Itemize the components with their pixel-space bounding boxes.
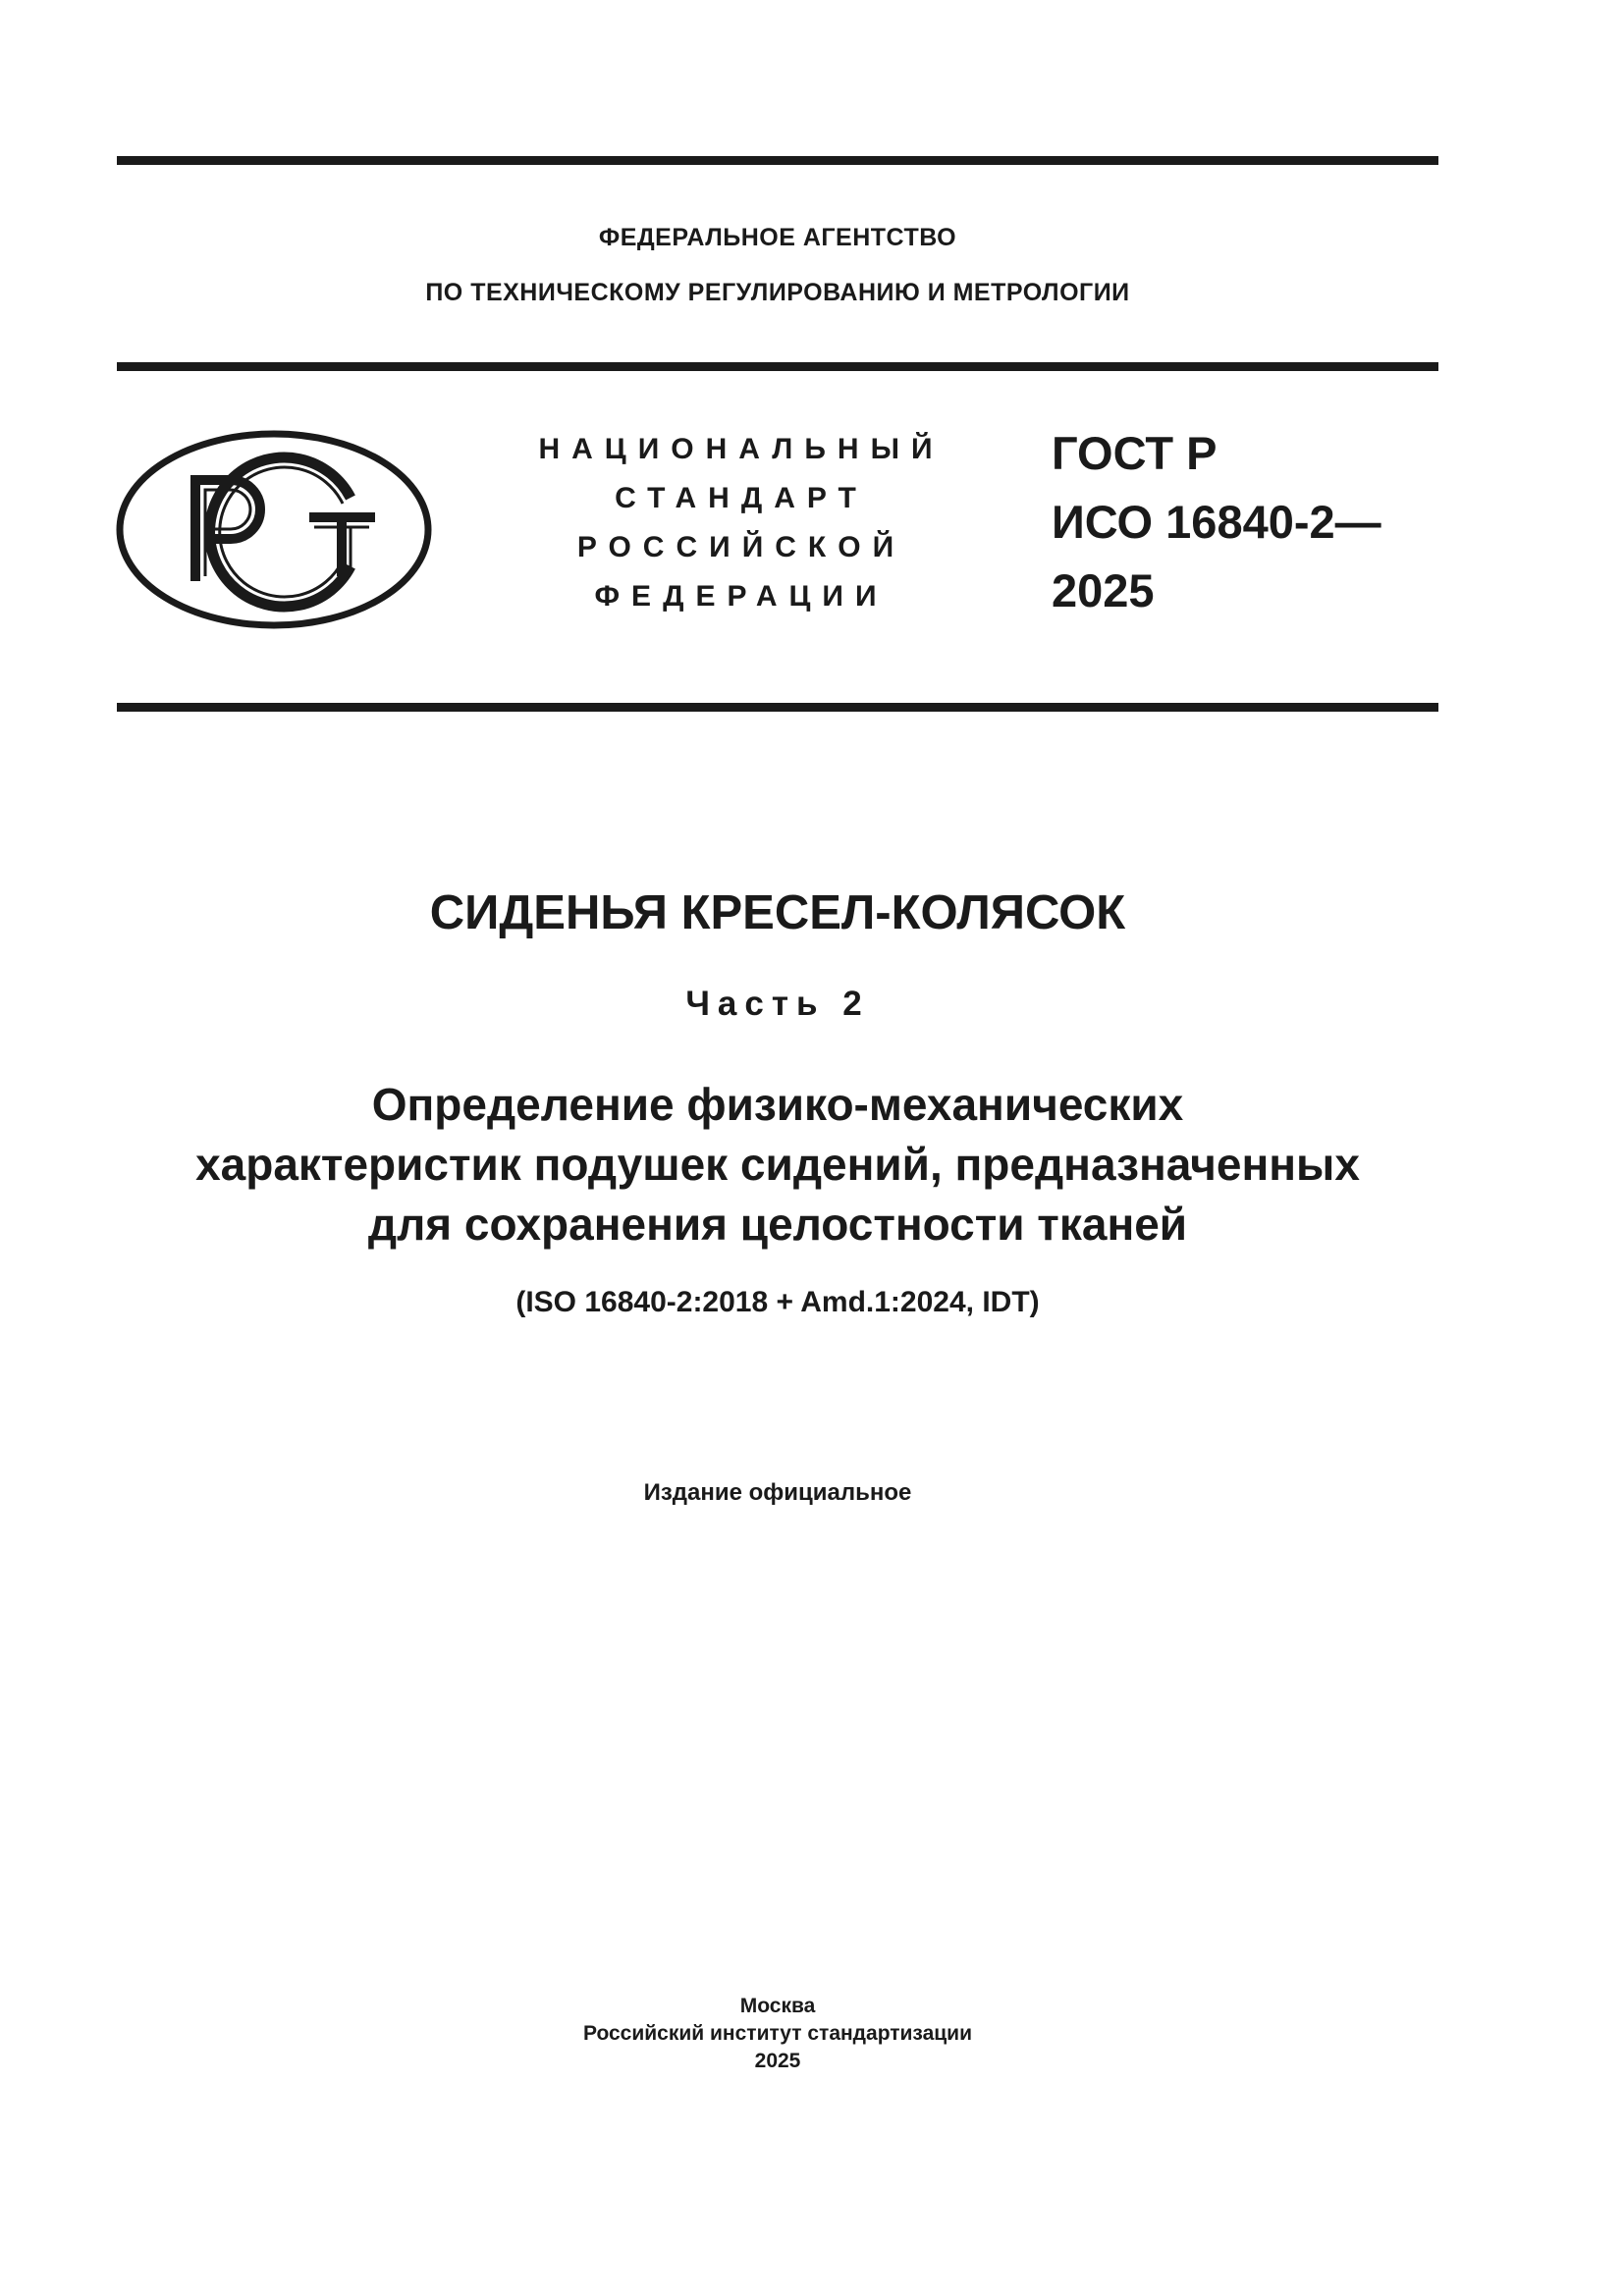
imprint [117, 1993, 1438, 2075]
document-subtitle [117, 1075, 1438, 1255]
imprint-publisher: Российский институт стандартизации [582, 2022, 973, 2045]
rst-logo-icon [115, 429, 433, 630]
standard-designation [1052, 419, 1405, 625]
part-label: Часть 2 [685, 985, 870, 1023]
designation-line-3: 2025 [1052, 564, 1155, 616]
national-standard-label [525, 425, 957, 621]
designation-line-2: ИСО 16840-2— [1052, 496, 1381, 548]
agency-line-1: ФЕДЕРАЛЬНОЕ АГЕНТСТВО [598, 224, 957, 251]
iso-reference: (ISO 16840-2:2018 + Amd.1:2024, IDT) [515, 1286, 1040, 1318]
national-standard-line-2: СТАНДАРТ [615, 482, 868, 514]
national-standard-line-4: ФЕДЕРАЦИИ [594, 580, 889, 613]
national-standard-line-1: НАЦИОНАЛЬНЫЙ [538, 433, 945, 465]
designation-line-1: ГОСТ Р [1052, 427, 1218, 479]
subtitle-line-2: характеристик подушек сидений, предназначенных [195, 1139, 1360, 1190]
national-standard-line-3: РОССИЙСКОЙ [576, 531, 906, 563]
subtitle-line-1: Определение физико-механических [371, 1079, 1184, 1130]
imprint-year: 2025 [754, 2050, 801, 2072]
imprint-city: Москва [739, 1995, 816, 2017]
agency-rule [117, 362, 1438, 371]
document-title: СИДЕНЬЯ КРЕСЕЛ-КОЛЯСОК [429, 886, 1126, 939]
agency-line-2: ПО ТЕХНИЧЕСКОМУ РЕГУЛИРОВАНИЮ И МЕТРОЛОГИИ [425, 279, 1130, 306]
header-bottom-rule [117, 703, 1438, 712]
edition-label: Издание официальное [643, 1479, 912, 1506]
subtitle-line-3: для сохранения целостности тканей [367, 1199, 1188, 1250]
top-rule [117, 156, 1438, 165]
